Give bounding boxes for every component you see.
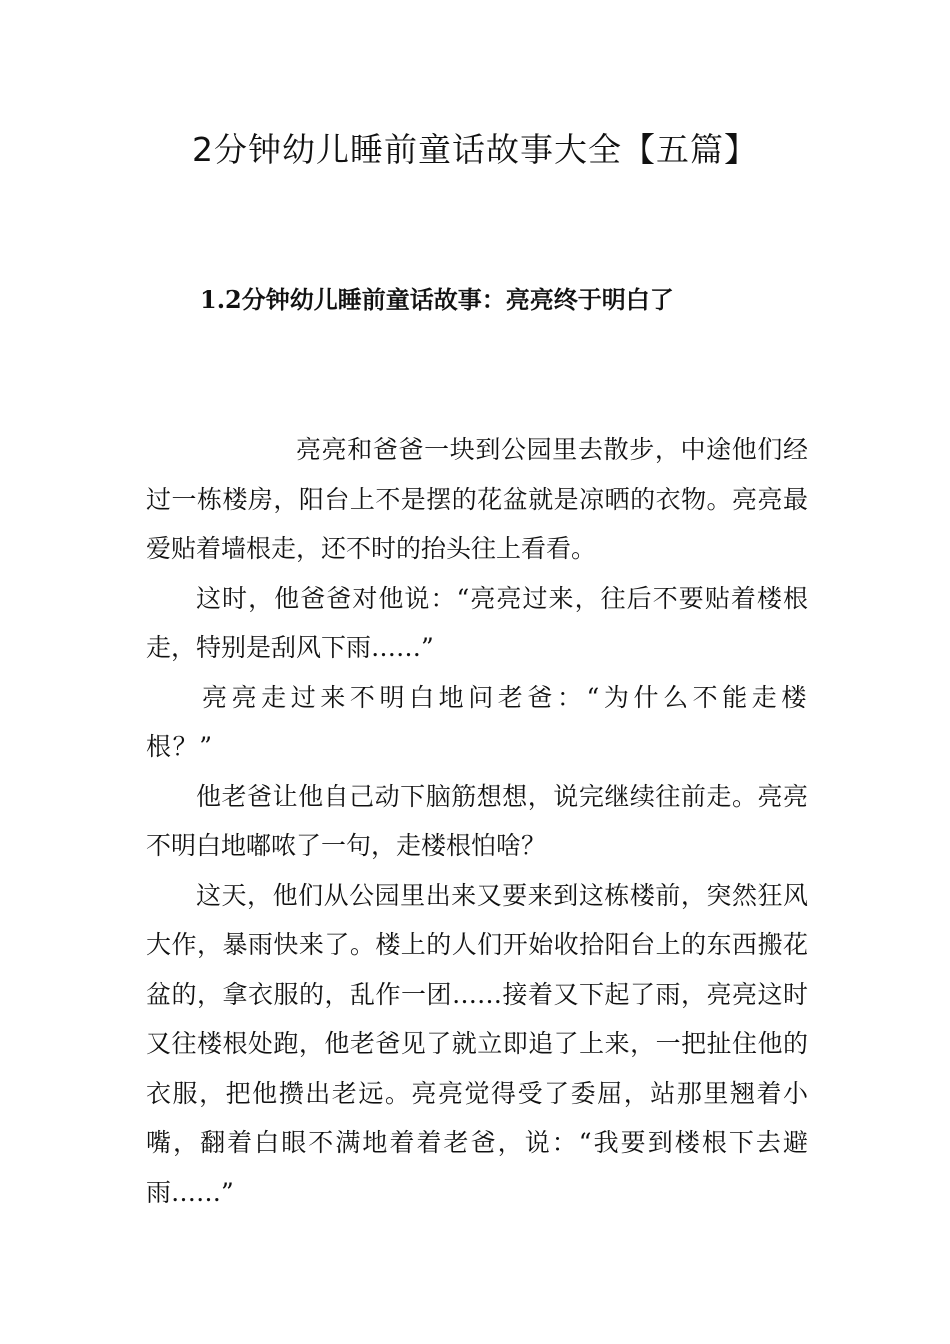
paragraph: 亮亮走过来不明白地问老爸：“为什么不能走楼根？” [146,682,808,761]
document-title: 2分钟幼儿睡前童话故事大全【五篇】 [192,130,758,169]
paragraph: 这时，他爸爸对他说：“亮亮过来，往后不要贴着楼根走，特别是刮风下雨……” [146,583,808,662]
story-heading: 1.2分钟幼儿睡前童话故事：亮亮终于明白了 [200,285,674,314]
paragraph: 他老爸让他自己动下脑筋想想，说完继续往前走。亮亮不明白地嘟哝了一句，走楼根怕啥？ [146,781,808,860]
story-body [146,425,808,1217]
paragraph: 亮亮和爸爸一块到公园里去散步，中途他们经过一栋楼房，阳台上不是摆的花盆就是凉晒的衣物。亮亮最爱贴着墙根走，还不时的抬头往上看看。 [146,435,808,563]
paragraph: 这天，他们从公园里出来又要来到这栋楼前，突然狂风大作，暴雨快来了。楼上的人们开始收拾阳台上的东西搬花盆的，拿衣服的，乱作一团……接着又下起了雨，亮亮这时又往楼根处跑，他老爸见了就立即追了上来，一把扯住他的衣服，把他攒出老远。亮亮觉得受了委屈，站那里翘着小嘴，翻着白眼不满地着着老爸，说：“我要到楼根下去避雨……” [146,880,808,1207]
